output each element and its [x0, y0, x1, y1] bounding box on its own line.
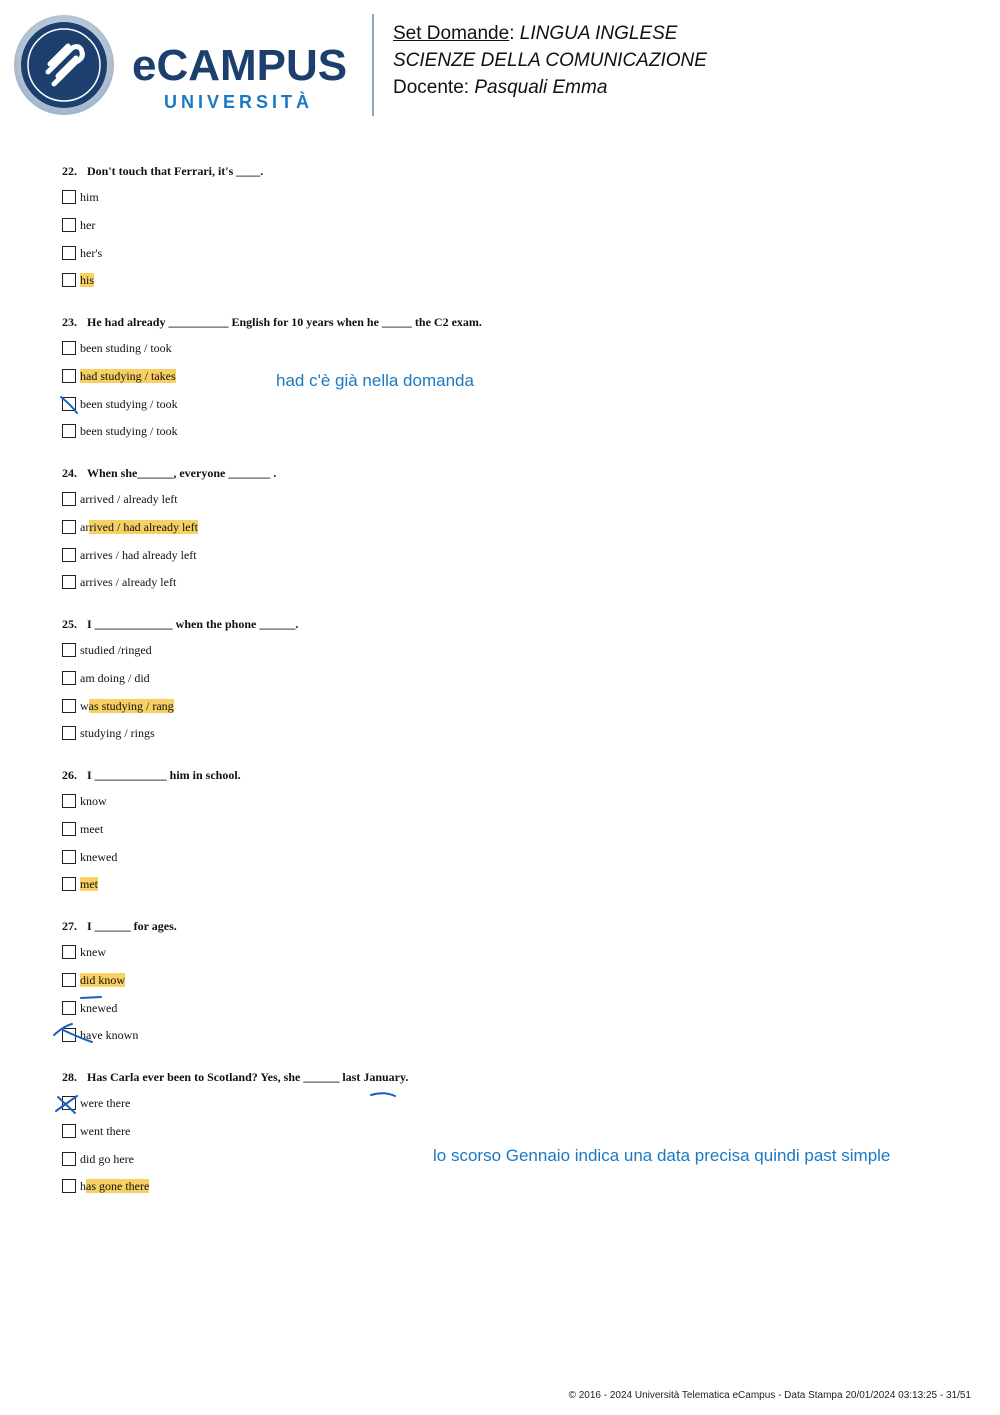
answer-text-part: knewed — [80, 1001, 118, 1015]
handwritten-note-q28: lo scorso Gennaio indica una data precisa quindi past simple — [433, 1146, 891, 1165]
answer-text-part: studying / rings — [80, 726, 155, 740]
answer-text-part: arrives / already left — [80, 575, 177, 589]
answer-checkbox[interactable] — [62, 492, 76, 506]
question-number: 25. — [62, 617, 77, 631]
header-teacher-line — [393, 77, 607, 99]
answer-text-part: am doing / did — [80, 671, 150, 685]
answer-checkbox[interactable] — [62, 973, 76, 987]
answer-checkbox[interactable] — [62, 822, 76, 836]
answer-checkbox[interactable] — [62, 1028, 76, 1042]
docente-label: Docente: — [393, 77, 470, 98]
answer-checkbox[interactable] — [62, 726, 76, 740]
answer-text-part: arrives / had already left — [80, 548, 197, 562]
answer-text — [80, 273, 94, 287]
question-6 — [62, 1070, 408, 1085]
answer-text — [80, 877, 98, 891]
answer-text-part: knewed — [80, 850, 118, 864]
handwritten-note-q23: had c'è già nella domanda — [276, 371, 474, 390]
answer-checkbox[interactable] — [62, 850, 76, 864]
question-4 — [62, 768, 241, 783]
answer-checkbox[interactable] — [62, 520, 76, 534]
header-course-line — [393, 50, 707, 72]
answer-text — [80, 794, 107, 808]
course-name: SCIENZE DELLA COMUNICAZIONE — [393, 50, 707, 71]
answer-text — [80, 1152, 134, 1166]
answer-text-part: have known — [80, 1028, 139, 1042]
answer-text — [80, 548, 197, 562]
answer-checkbox[interactable] — [62, 575, 76, 589]
underline-q28 — [371, 1093, 395, 1096]
answer-checkbox[interactable] — [62, 794, 76, 808]
answer-text-part: knew — [80, 945, 106, 959]
question-text: He had already __________ English for 10 years when he _____ the C2 exam. — [87, 315, 482, 329]
answer-text — [80, 492, 178, 506]
answer-checkbox[interactable] — [62, 273, 76, 287]
question-text: Don't touch that Ferrari, it's ____. — [87, 164, 264, 178]
highlighted-answer: had studying / takes — [80, 369, 176, 383]
answer-checkbox[interactable] — [62, 548, 76, 562]
set-value: LINGUA INGLESE — [519, 23, 678, 44]
answer-text — [80, 575, 176, 589]
answer-checkbox[interactable] — [62, 699, 76, 713]
answer-checkbox[interactable] — [62, 1124, 76, 1138]
answer-text-part: him — [80, 190, 99, 204]
question-number: 24. — [62, 466, 77, 480]
question-text: I _____________ when the phone ______. — [87, 617, 299, 631]
logo-sub-text: UNIVERSITÀ — [164, 92, 314, 112]
question-text: Has Carla ever been to Scotland? Yes, she ______ last January. — [87, 1070, 409, 1084]
question-text: I ______ for ages. — [87, 919, 177, 933]
question-2 — [62, 466, 276, 481]
question-text: I ____________ him in school. — [87, 768, 241, 782]
highlighted-answer: as studying / rang — [88, 699, 174, 713]
answer-checkbox[interactable] — [62, 341, 76, 355]
answer-checkbox[interactable] — [62, 1179, 76, 1193]
docente-name: Pasquali Emma — [474, 77, 608, 98]
answer-text — [80, 341, 172, 355]
answer-text-part: did go here — [80, 1152, 134, 1166]
answer-text-part: went there — [80, 1124, 131, 1138]
question-number: 28. — [62, 1070, 77, 1084]
answer-text — [80, 218, 95, 232]
header-set-line: Set Domande: LINGUA INGLESE — [393, 23, 678, 44]
answer-text-part: her's — [80, 246, 103, 260]
highlighted-answer: as gone there — [86, 1179, 150, 1193]
highlighted-answer: rived / had already left — [89, 520, 198, 534]
answer-text-part: know — [80, 794, 107, 808]
ecampus-logo — [14, 14, 359, 118]
answer-checkbox[interactable] — [62, 246, 76, 260]
answer-text — [80, 726, 155, 740]
answer-text-part: been studying / took — [80, 397, 178, 411]
answer-text — [80, 643, 152, 657]
logo-brand-text: eCAMPUS — [132, 41, 348, 90]
answer-checkbox[interactable] — [62, 1096, 76, 1110]
answer-text — [80, 1028, 138, 1042]
answer-text-part: h — [80, 1179, 86, 1193]
question-number: 23. — [62, 315, 77, 329]
answer-text-part: arrived / already left — [80, 492, 178, 506]
answer-text — [80, 699, 174, 713]
answer-text — [80, 945, 106, 959]
answer-checkbox[interactable] — [62, 190, 76, 204]
question-3 — [62, 617, 298, 632]
answer-checkbox[interactable] — [62, 1152, 76, 1166]
underline-q27 — [81, 997, 101, 998]
answer-text — [80, 520, 198, 534]
answer-text-part: her — [80, 218, 96, 232]
answer-text — [80, 397, 178, 411]
answer-text-part: were there — [80, 1096, 131, 1110]
header-divider — [372, 14, 374, 116]
highlighted-answer: his — [80, 273, 95, 287]
answer-text — [80, 190, 99, 204]
answer-text — [80, 1096, 130, 1110]
answer-text — [80, 822, 103, 836]
set-label: Set Domande — [393, 23, 510, 44]
answer-text — [80, 1124, 130, 1138]
answer-checkbox[interactable] — [62, 671, 76, 685]
answer-text-part: w — [80, 699, 89, 713]
highlighted-answer: met — [80, 877, 98, 891]
answer-checkbox[interactable] — [62, 877, 76, 891]
answer-text-part: been studying / took — [80, 424, 178, 438]
answer-text — [80, 369, 176, 383]
answer-checkbox[interactable] — [62, 945, 76, 959]
answer-checkbox[interactable] — [62, 218, 76, 232]
question-5 — [62, 919, 177, 934]
answer-text — [80, 973, 125, 987]
question-text: When she______, everyone _______ . — [87, 466, 277, 480]
question-1 — [62, 315, 482, 330]
answer-text — [80, 1001, 117, 1015]
answer-text — [80, 671, 150, 685]
answer-checkbox[interactable] — [62, 1001, 76, 1015]
answer-checkbox[interactable] — [62, 397, 76, 411]
answer-text — [80, 850, 117, 864]
answer-text-part: been studing / took — [80, 341, 172, 355]
answer-text-part: studied /ringed — [80, 643, 152, 657]
answer-checkbox[interactable] — [62, 369, 76, 383]
highlighted-answer: did know — [80, 973, 125, 987]
page-footer: © 2016 - 2024 Università Telematica eCampus - Data Stampa 20/01/2024 03:13:25 - 31/51 — [568, 1390, 971, 1401]
question-number: 26. — [62, 768, 77, 782]
answer-text — [80, 424, 178, 438]
answer-text — [80, 246, 102, 260]
question-0 — [62, 164, 263, 179]
answer-text-part: ar — [80, 520, 90, 534]
answer-text — [80, 1179, 149, 1193]
answer-text-part: meet — [80, 822, 104, 836]
question-number: 27. — [62, 919, 77, 933]
answer-checkbox[interactable] — [62, 643, 76, 657]
question-number: 22. — [62, 164, 77, 178]
answer-checkbox[interactable] — [62, 424, 76, 438]
